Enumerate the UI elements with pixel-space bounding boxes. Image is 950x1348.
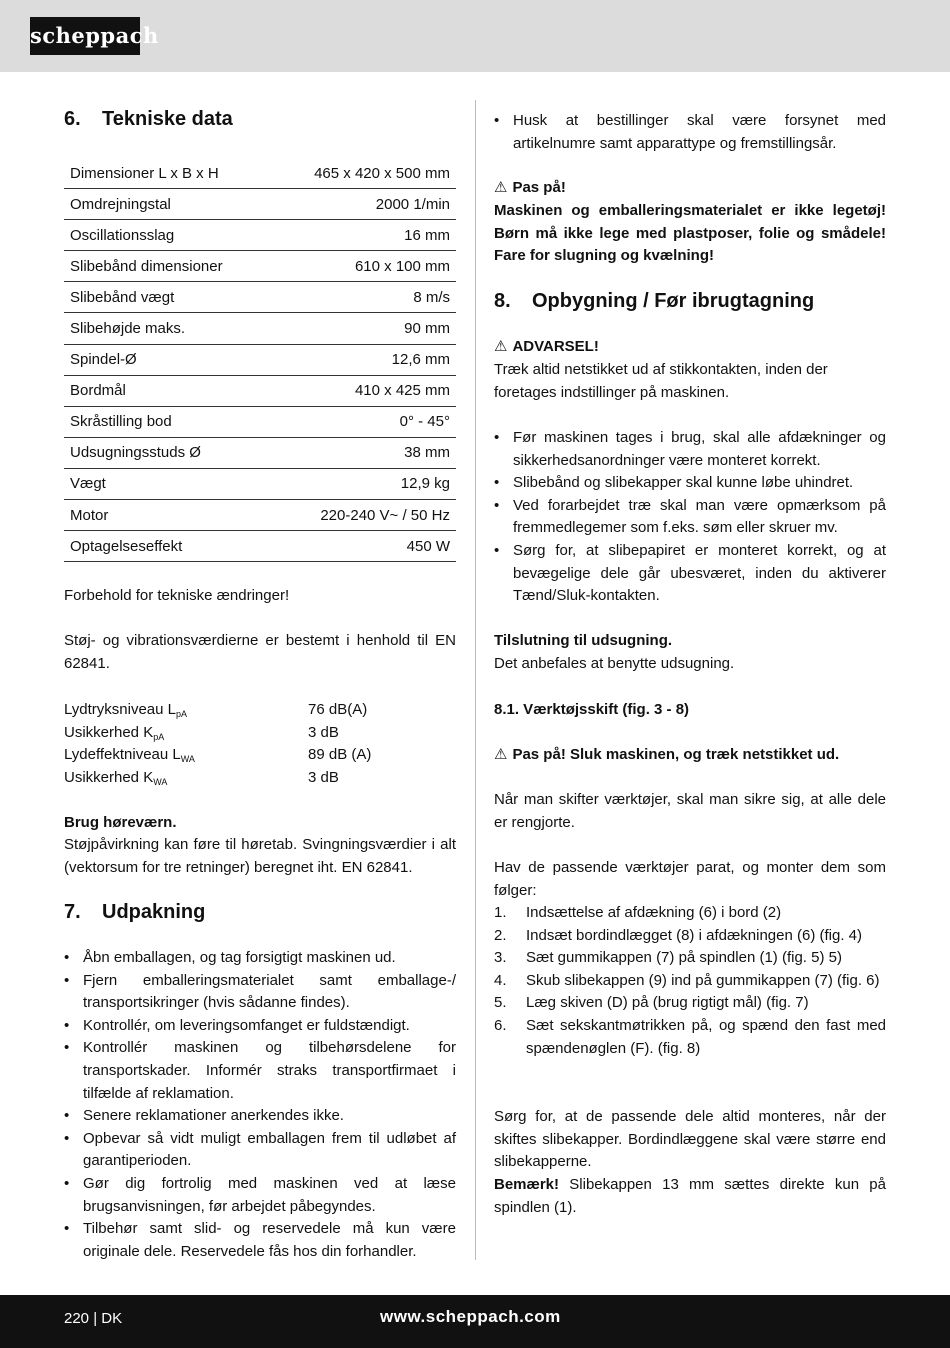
spec-value: 90 mm [270,313,456,344]
caution2-text: Pas på! Sluk maskinen, og træk netstikket ud. [512,746,840,763]
spec-value: 8 m/s [270,282,456,313]
reservation-note: Forbehold for tekniske ændringer! [64,587,290,604]
spec-label: Dimensioner L x B x H [64,158,270,189]
closing-text: Sørg for, at de passende dele altid monteres, når der skiftes slibekapper. Bordindlæggene skal være større end slibekapperne. [494,1108,886,1171]
section-7-heading [64,901,205,924]
step-number: 4. [494,971,507,989]
list-item [494,970,886,993]
caution-heading [494,177,886,200]
sound-value: 3 dB [308,723,339,741]
step-text: Sæt sekskantmøtrikken på, og spænd den fast med spændenøglen (F). (fig. 8) [526,1016,886,1057]
table-row [64,375,456,406]
list-item: • Ved forarbejdet træ skal man være opmærksom på fremmedlegemer som f.eks. søm eller skruer mv. [494,495,886,540]
warning-triangle-icon: ⚠ [494,746,508,763]
caution-text: Maskinen og emballeringsmaterialet er ikke legetøj! Børn må ikke lege med plastposer, folie og smådele! Fare for slugning og kvælning! [494,202,886,265]
list-item: • Gør dig fortrolig med maskinen ved at læse brugsanvisningen, før arbejdet påbegyndes. [64,1173,456,1218]
list-item: • Åbn emballagen, og tag forsigtigt maskinen ud. [64,947,456,970]
step-number: 2. [494,926,507,944]
sound-label: Usikkerhed $K_{WA}$ [64,768,168,787]
spec-value: 410 x 425 mm [270,375,456,406]
list-item [494,1015,886,1060]
section-7-title: Udpakning [102,901,206,923]
page-number: 220 | DK [64,1310,123,1327]
list-item: • Husk at bestillinger skal være forsynet med artikelnumre samt apparattype og fremstillingsår. [494,110,886,155]
step-number: 3. [494,949,507,967]
hearing-protection-title: Brug høreværn. [64,814,177,831]
list-item: • Tilbehør samt slid- og reservedele må kun være originale dele. Reservedele fås hos din forhandler. [64,1218,456,1263]
website-url: www.scheppach.com [380,1307,561,1326]
table-row [64,344,456,375]
order-note-list [494,110,886,155]
warning-text: Træk altid netstikket ud af stikkontakten, inden der foretages indstillinger på maskinen. [494,361,828,401]
section-6-heading [64,108,233,131]
spec-label: Slibebånd dimensioner [64,251,270,282]
table-row [64,282,456,313]
warning-triangle-icon: ⚠ [494,338,508,355]
step-number: 6. [494,1016,507,1034]
spec-value: 38 mm [270,437,456,468]
table-row [64,531,456,562]
note-label: Bemærk! [494,1176,560,1193]
note-text: Slibekappen 13 mm sættes direkte kun på spindlen (1). [494,1176,886,1216]
list-item: • Kontrollér, om leveringsomfanget er fuldstændigt. [64,1015,456,1038]
step-text: Indsæt bordindlægget (8) i afdækningen (6) (fig. 4) [526,926,863,944]
scheppach-logo: scheppach [30,17,140,55]
tech-data-table [64,158,456,562]
list-item: • Senere reklamationer anerkendes ikke. [64,1105,456,1128]
spec-value: 16 mm [270,220,456,251]
column-divider [475,100,476,1260]
hearing-protection-text: Støjpåvirkning kan føre til høretab. Svingningsværdier i alt (vektorsum for tre retninger) beregnet iht. EN 62841. [64,836,456,876]
prepare-text: Hav de passende værktøjer parat, og monter dem som følger: [494,859,886,899]
table-row [64,189,456,220]
note-paragraph [494,1174,886,1219]
warning-heading [494,336,886,359]
spec-value: 2000 1/min [270,189,456,220]
caution2-heading [494,744,886,767]
spec-value: 220-240 V~ / 50 Hz [270,500,456,531]
list-item: • Slibebånd og slibekapper skal kunne løbe uhindret. [494,472,886,495]
step-number: 1. [494,904,507,921]
header-bar [0,0,950,72]
spec-label: Spindel-Ø [64,344,270,375]
table-row [64,468,456,499]
spec-value: 12,6 mm [270,344,456,375]
noise-intro: Støj- og vibrationsværdierne er bestemt i henhold til EN 62841. [64,632,456,672]
spec-value: 450 W [270,531,456,562]
step-text: Læg skiven (D) på (brug rigtigt mål) (fig. 7) [526,994,809,1012]
section-8-title: Opbygning / Før ibrugtagning [532,290,815,312]
list-item: • Før maskinen tages i brug, skal alle afdækninger og sikkerhedsanordninger være monteret korrekt. [494,427,886,472]
section-6-number: 6. [64,108,81,130]
list-item [494,992,886,1015]
section-8-heading [494,290,814,313]
table-row [64,406,456,437]
sound-label: Usikkerhed $K_{pA}$ [64,723,165,742]
warning-triangle-icon: ⚠ [494,179,508,196]
spec-label: Skråstilling bod [64,406,270,437]
sound-label: Lydtryksniveau $L_{pA}$ [64,701,188,719]
spec-label: Bordmål [64,375,270,406]
spec-label: Optagelseseffekt [64,531,270,562]
sound-value: 3 dB [308,768,339,786]
spec-label: Vægt [64,468,270,499]
list-item [494,902,886,925]
spec-value: 465 x 420 x 500 mm [270,158,456,189]
footer-bar [0,1295,950,1348]
caution-title: Pas på! [512,179,566,196]
spec-value: 12,9 kg [270,468,456,499]
step-text: Skub slibekappen (9) ind på gummikappen (7) (fig. 6) [526,971,880,989]
tools-text: Når man skifter værktøjer, skal man sikre sig, at alle dele er rengjorte. [494,791,886,831]
list-item [494,925,886,948]
list-item: • Fjern emballeringsmaterialet samt emballage-/ transportsikringer (hvis sådanne findes). [64,970,456,1015]
spec-label: Udsugningsstuds Ø [64,437,270,468]
tool-change-steps [494,902,886,1060]
extraction-text: Det anbefales at benytte udsugning. [494,655,735,672]
spec-value: 610 x 100 mm [270,251,456,282]
table-row [64,251,456,282]
sound-label: Lydeffektniveau $L_{WA}$ [64,746,195,765]
step-text: Indsættelse af afdækning (6) i bord (2) [526,904,782,921]
spec-label: Omdrejningstal [64,189,270,220]
spec-value: 0° - 45° [270,406,456,437]
table-row [64,158,456,189]
table-row [64,313,456,344]
step-number: 5. [494,994,507,1012]
sound-value: 89 dB (A) [308,746,372,764]
unpacking-list [64,947,456,1263]
spec-label: Motor [64,500,270,531]
section-6-title: Tekniske data [102,108,233,130]
warning-title: ADVARSEL! [512,338,599,355]
table-row [64,437,456,468]
list-item: • Sørg for, at slibepapiret er monteret korrekt, og at bevægelige dele går ubesværet, inden du aktiverer Tænd/Sluk-kontakten. [494,540,886,608]
table-row [64,500,456,531]
table-row [64,220,456,251]
spec-label: Slibehøjde maks. [64,313,270,344]
section-7-number: 7. [64,901,81,923]
spec-label: Oscillationsslag [64,220,270,251]
list-item: • Kontrollér maskinen og tilbehørsdelene for transportskader. Informér straks transportfirmaet i tilfælde af reklamation. [64,1037,456,1105]
setup-list [494,427,886,608]
list-item [494,947,886,970]
spec-label: Slibebånd vægt [64,282,270,313]
list-item: • Opbevar så vidt muligt emballagen frem til udløbet af garantiperioden. [64,1128,456,1173]
section-8-number: 8. [494,290,511,312]
step-text: Sæt gummikappen (7) på spindlen (1) (fig. 5) 5) [526,949,842,967]
extraction-title: Tilslutning til udsugning. [494,632,673,649]
sound-value: 76 dB(A) [308,701,368,718]
subsection-8-1-title: 8.1. Værktøjsskift (fig. 3 - 8) [494,701,690,718]
